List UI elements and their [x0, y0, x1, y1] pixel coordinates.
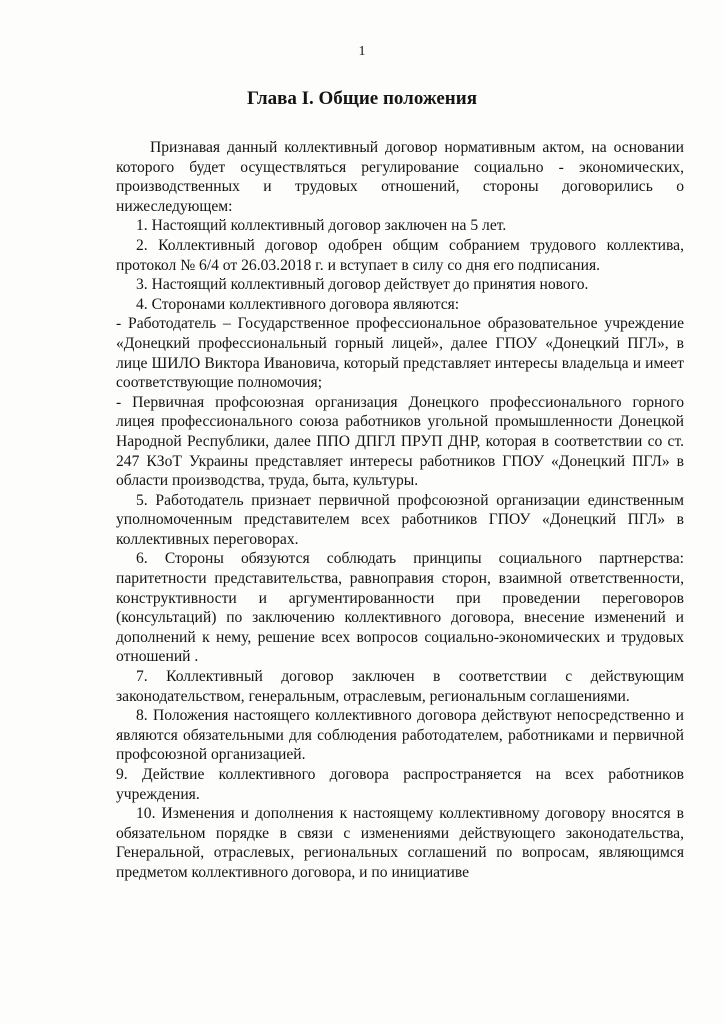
clause-8: 8. Положения настоящего коллективного договора действуют непосредственно и являются обязательными для соблюдения работодателем, работниками и первичной профсоюзной организацией. — [116, 707, 684, 764]
document-body — [116, 138, 684, 883]
page-number: 1 — [358, 44, 366, 59]
clause-2: 2. Коллективный договор одобрен общим собранием трудового коллектива, протокол № 6/4 от 26.03.2018 г. и вступает в силу со дня его подписания. — [116, 236, 684, 274]
clause-4: 4. Сторонами коллективного договора являются: — [136, 295, 460, 313]
clause-6: 6. Стороны обязуются соблюдать принципы социального партнерства: паритетности представительства, равноправия сторон, взаимной ответственности, конструктивности и аргументированности при проведении переговоров (консультаций) по заключению коллективного договора, внесение изменений и дополнений к нему, решение всех вопросов социально-экономических и трудовых отношений . — [116, 550, 684, 666]
clause-9: 9. Действие коллективного договора распространяется на всех работников учреждения. — [116, 766, 684, 803]
party-employer: - Работодатель – Государственное профессиональное образовательное учреждение «Донецкий профессиональный горный лицей», далее ГПОУ «Донецкий ПГЛ», в лице ШИЛО Виктора Ивановича, который представляет интересы владельца и имеет соответствующие полномочия; — [116, 315, 684, 392]
chapter-title: Глава I. Общие положения — [247, 88, 477, 109]
clause-1: 1. Настоящий коллективный договор заключен на 5 лет. — [136, 217, 507, 235]
clause-7: 7. Коллективный договор заключен в соответствии с действующим законодательством, генеральным, отраслевым, региональным соглашениями. — [116, 668, 684, 705]
clause-5: 5. Работодатель признает первичной профсоюзной организации единственным уполномоченным представителем всех работников ГПОУ «Донецкий ПГЛ» в коллективных переговорах. — [116, 491, 684, 548]
party-trade-union: - Первичная профсоюзная организация Донецкого профессионального горного лицея профессионального союза работников угольной промышленности Донецкой Народной Республики, далее ППО ДПГЛ ПРУП ДНР, которая в соответствии со ст. 247 КЗоТ Украины представляет интересы работников ГПОУ «Донецкий ПГЛ» в области производства, труда, быта, культуры. — [116, 393, 684, 490]
clause-10: 10. Изменения и дополнения к настоящему коллективному договору вносятся в обязательном порядке в связи с изменениями действующего законодательства, Генеральной, отраслевых, региональных соглашений по вопросам, являющимся предметом коллективного договора, и по инициативе — [116, 805, 684, 881]
clause-3: 3. Настоящий коллективный договор действует до принятия нового. — [136, 276, 589, 294]
intro-paragraph: Признавая данный коллективный договор нормативным актом, на основании которого будет осуществляться регулирование социально - экономических, производственных и трудовых отношений, стороны договорились о нижеследующем: — [116, 139, 684, 215]
